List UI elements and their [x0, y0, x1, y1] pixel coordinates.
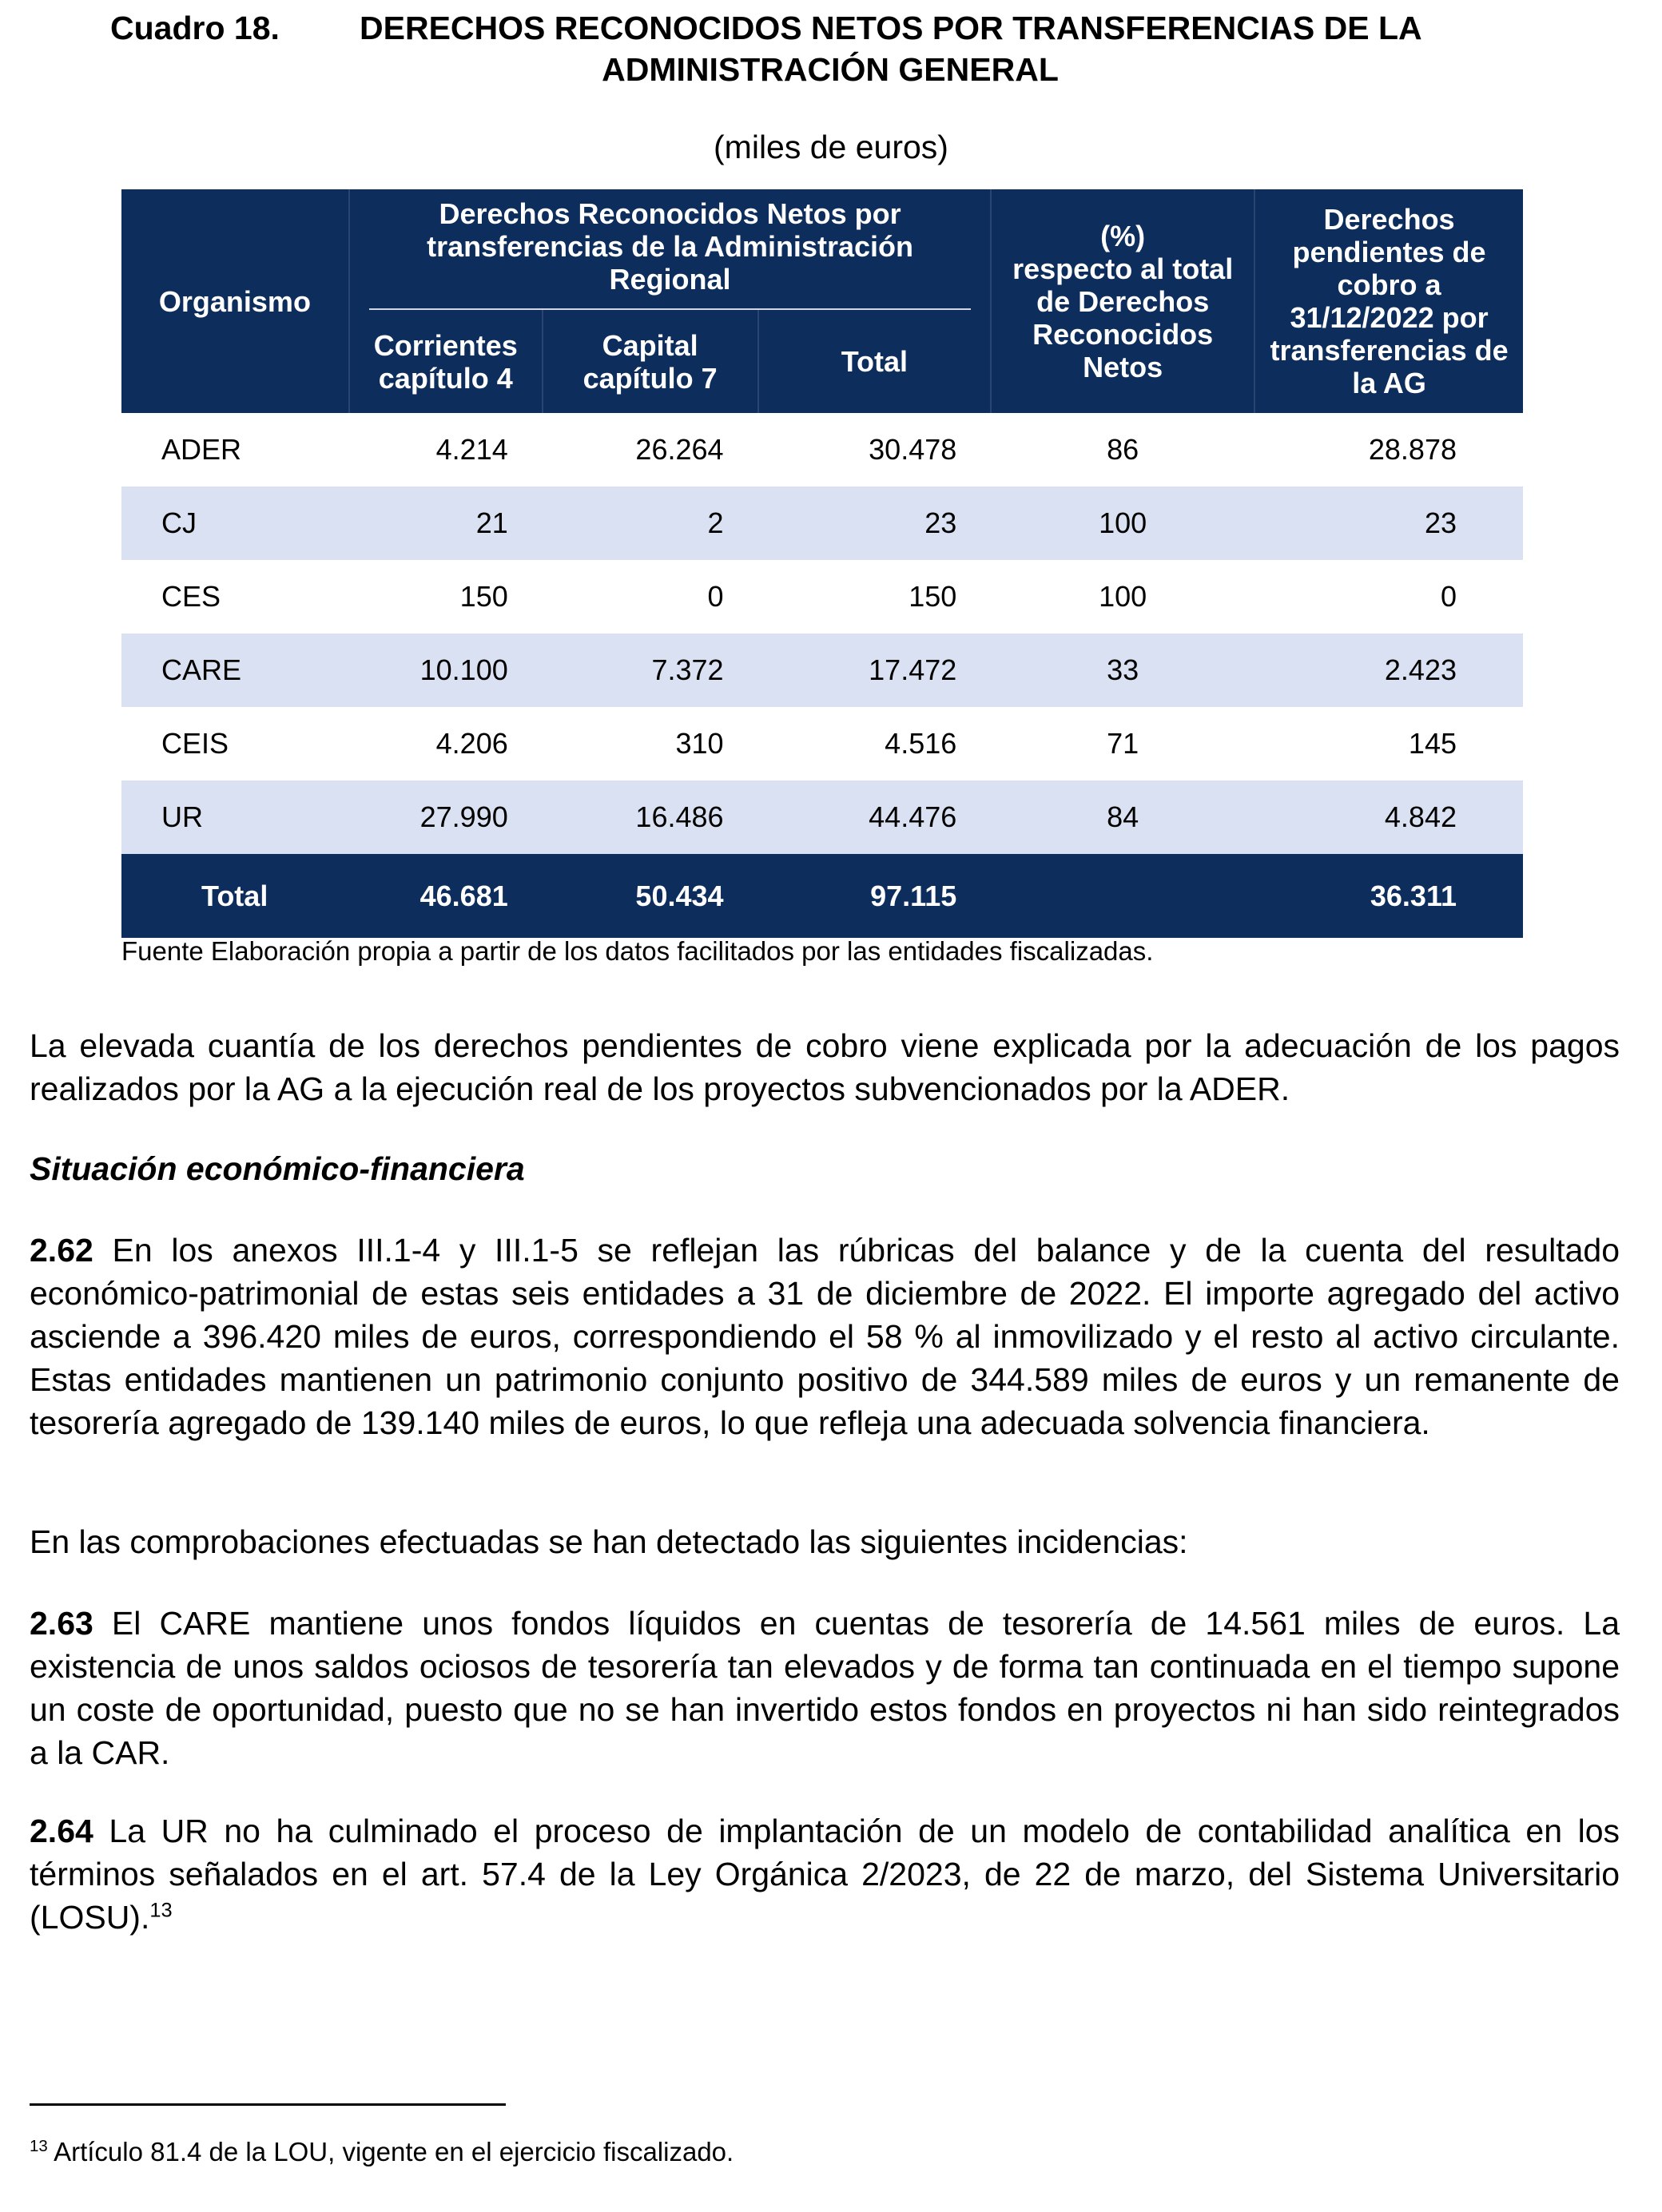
cell-pendientes: 2.423 [1254, 633, 1523, 707]
cell-pendientes: 36.311 [1254, 854, 1523, 938]
paragraph-2-64 [30, 1809, 1620, 1939]
paragraph-text: El CARE mantiene unos fondos líquidos en cuentas de tesorería de 14.561 miles de euros. La existencia de unos saldos ociosos de tesorería tan elevados y de forma tan continuada en el tiempo supone un coste de oportunidad, puesto que no se han invertido estos fondos en proyectos ni han sido reintegrados a la CAR. [30, 1605, 1620, 1771]
cell-org: ADER [161, 433, 242, 466]
caption-number: Cuadro 18. [110, 10, 280, 46]
table-row [121, 486, 1523, 560]
cell-percent: 100 [1099, 580, 1147, 613]
cell-total: 17.472 [758, 633, 992, 707]
footnote-divider [30, 2103, 506, 2106]
cell-corrientes: 150 [459, 580, 508, 613]
header-pendientes: Derechos pendientes de cobro a 31/12/2022 por transferencias de la AG [1254, 189, 1523, 413]
cell-org: CJ [121, 486, 349, 560]
cell-corrientes: 46.681 [349, 854, 543, 938]
header-group-drn: Derechos Reconocidos Netos por transferencias de la Administración Regional [349, 189, 991, 310]
cell-total: 44.476 [758, 780, 992, 854]
paragraph-incidencias: En las comprobaciones efectuadas se han detectado las siguientes incidencias: [30, 1523, 1188, 1560]
table-source-note: Fuente Elaboración propia a partir de los datos facilitados por las entidades fiscalizadas. [121, 936, 1154, 966]
cell-corrientes: 21 [349, 486, 543, 560]
footnote-reference[interactable]: 13 [149, 1899, 173, 1922]
cell-org: UR [121, 780, 349, 854]
header-capital: Capital capítulo 7 [543, 310, 758, 413]
cell-total: 23 [758, 486, 992, 560]
section-heading: Situación económico-financiera [30, 1150, 525, 1187]
cell-percent: 71 [1107, 727, 1139, 760]
cell-percent: 100 [991, 486, 1254, 560]
cell-capital: 7.372 [543, 633, 758, 707]
cell-pendientes: 28.878 [1368, 433, 1457, 466]
cell-capital: 310 [675, 727, 724, 760]
paragraph-2-62 [30, 1229, 1620, 1444]
cell-capital: 16.486 [543, 780, 758, 854]
units-label: (miles de euros) [714, 129, 948, 165]
cell-pendientes: 145 [1408, 727, 1457, 760]
cell-percent: 86 [1107, 433, 1139, 466]
cell-corrientes: 4.214 [435, 433, 508, 466]
cell-pendientes: 0 [1440, 580, 1457, 613]
cell-corrientes: 27.990 [349, 780, 543, 854]
table-row [121, 413, 1523, 486]
cell-total: 97.115 [758, 854, 992, 938]
transfers-table [121, 189, 1524, 938]
paragraph-text: En los anexos III.1-4 y III.1-5 se reflejan las rúbricas del balance y de la cuenta del resultado económico-patrimonial de estas seis entidades a 31 de diciembre de 2022. El importe agregado del activo asciende a 396.420 miles de euros, correspondiendo el 58 % al inmovilizado y el resto al activo circulante. Estas entidades mantienen un patrimonio conjunto positivo de 344.589 miles de euros y un remanente de tesorería agregado de 139.140 miles de euros, lo que refleja una adecuada solvencia financiera. [30, 1232, 1620, 1441]
cell-total: 4.516 [885, 727, 957, 760]
paragraph-number: 2.64 [30, 1813, 93, 1849]
table-row [121, 560, 1523, 633]
cell-pendientes: 23 [1254, 486, 1523, 560]
cell-total: 150 [909, 580, 957, 613]
caption-title-line2: ADMINISTRACIÓN GENERAL [602, 51, 1059, 88]
cell-org: CES [161, 580, 221, 613]
footnote-text: Artículo 81.4 de la LOU, vigente en el ejercicio fiscalizado. [47, 2137, 734, 2166]
cell-capital: 50.434 [543, 854, 758, 938]
cell-capital: 0 [707, 580, 724, 613]
cell-capital: 26.264 [635, 433, 724, 466]
cell-org: CEIS [161, 727, 229, 760]
header-percent: (%) respecto al total de Derechos Reconocidos Netos [991, 189, 1254, 413]
caption-title-line1: DERECHOS RECONOCIDOS NETOS POR TRANSFERENCIAS DE LA [360, 10, 1422, 46]
cell-total: 30.478 [869, 433, 957, 466]
table-row [121, 633, 1523, 707]
cell-corrientes: 4.206 [435, 727, 508, 760]
cell-pendientes: 4.842 [1254, 780, 1523, 854]
cell-percent: 33 [991, 633, 1254, 707]
header-corrientes: Corrientes capítulo 4 [349, 310, 543, 413]
cell-percent [991, 854, 1254, 938]
table-row [121, 780, 1523, 854]
table-row [121, 707, 1523, 780]
cell-capital: 2 [543, 486, 758, 560]
total-row [121, 854, 1523, 938]
footnote [30, 2137, 734, 2167]
header-organismo: Organismo [121, 189, 349, 413]
paragraph-number: 2.63 [30, 1605, 93, 1642]
cell-org: Total [121, 854, 349, 938]
cell-org: CARE [121, 633, 349, 707]
paragraph-intro: La elevada cuantía de los derechos pendientes de cobro viene explicada por la adecuación de los pagos realizados por la AG a la ejecución real de los proyectos subvencionados por la ADER. [30, 1027, 1620, 1107]
paragraph-2-63 [30, 1602, 1620, 1774]
header-total: Total [758, 310, 992, 413]
footnote-mark: 13 [30, 2137, 48, 2155]
cell-percent: 84 [991, 780, 1254, 854]
paragraph-text: La UR no ha culminado el proceso de implantación de un modelo de contabilidad analítica en los términos señalados en el art. 57.4 de la Ley Orgánica 2/2023, de 22 de marzo, del Sistema Universitario (LOSU). [30, 1813, 1620, 1936]
cell-corrientes: 10.100 [349, 633, 543, 707]
paragraph-number: 2.62 [30, 1232, 93, 1269]
